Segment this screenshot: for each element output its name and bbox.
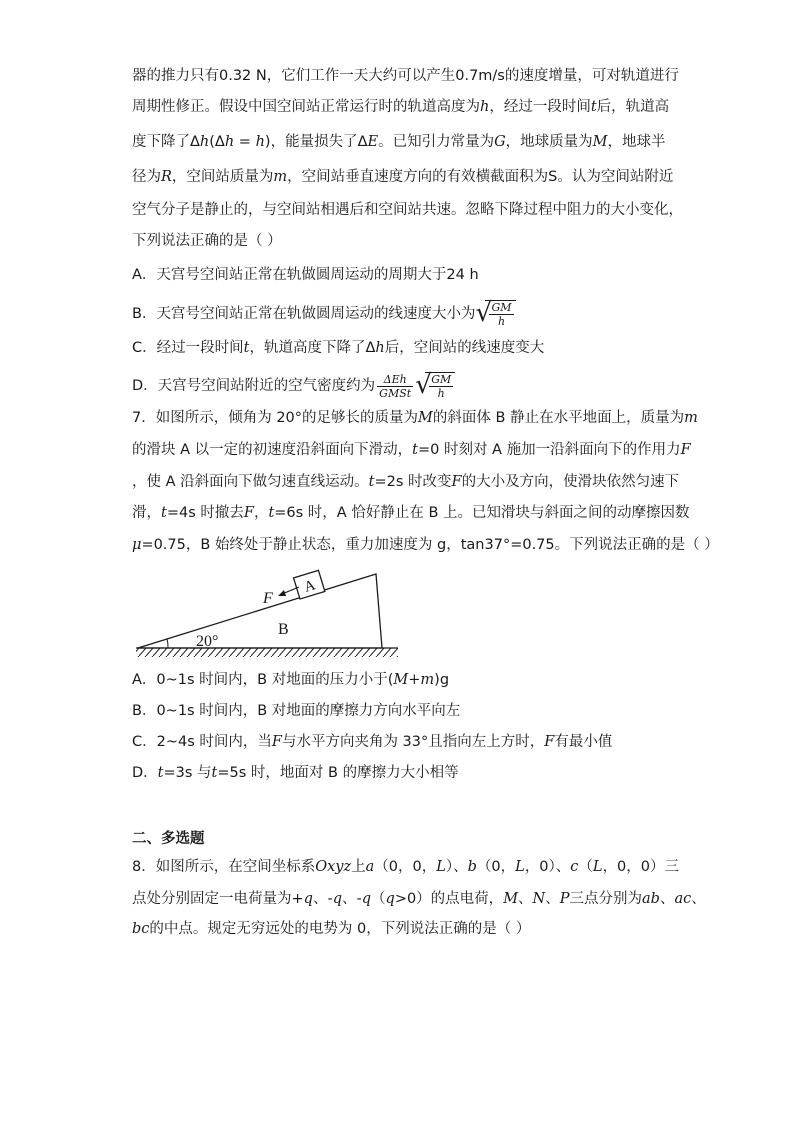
- q8-line-1: 8．如图所示，在空间坐标系Oxyz上a（0，0，L）、b（0，L，0）、c（L，0，0）三: [132, 859, 680, 875]
- q6-line-6: 下列说法正确的是（ ）: [132, 233, 282, 249]
- q6-line-5: 空气分子是静止的，与空间站相遇后和空间站共速。忽略下降过程中阻力的大小变化，: [132, 202, 683, 218]
- q6-line-3: 度下降了Δh(Δh = h)，能量损失了ΔE。已知引力常量为G，地球质量为M，地球半: [132, 134, 666, 150]
- q8-line-3: bc的中点。规定无穷远处的电势为 0，下列说法正确的是（ ）: [132, 921, 531, 937]
- block-a-label: A: [302, 577, 318, 596]
- q6-line-4: 径为R，空间站质量为m，空间站垂直速度方向的有效横截面积为S。认为空间站附近: [132, 169, 674, 185]
- block-b-label: B: [278, 621, 289, 638]
- angle-label: 20°: [196, 633, 219, 650]
- ground-hatch: [136, 648, 398, 657]
- q8-line-2: 点处分别固定一电荷量为+q、-q、-q（q>0）的点电荷，M、N、P三点分别为ab、ac、: [132, 891, 706, 907]
- q6-option-d: D．天宫号空间站附近的空气密度约为 $\frac{\text{ΔEh}}{\text{GMSt}}$ √ $\frac{GM}{h}$: [132, 372, 455, 400]
- q7-option-a: A．0~1s 时间内，B 对地面的压力小于(M+m)g: [132, 672, 450, 688]
- q7-option-b: B．0~1s 时间内，B 对地面的摩擦力方向水平向左: [132, 703, 461, 719]
- force-arrow-head: [278, 590, 286, 596]
- q6-line-2: 周期性修正。假设中国空间站正常运行时的轨道高度为h，经过一段时间t后，轨道高: [132, 99, 670, 115]
- sqrt-gm-over-h: √ $\frac{GM}{h}$: [475, 300, 515, 328]
- slope-block-b: [138, 574, 382, 648]
- q6-option-b: B．天宫号空间站正常在轨做圆周运动的线速度大小为 √ $\frac{GM}{h}$: [132, 300, 516, 328]
- q6-line-1: 器的推力只有0.32 N，它们工作一天大约可以产生0.7m/s的速度增量，可对轨道进行: [132, 68, 679, 84]
- fraction-density: $\frac{\text{ΔEh}}{\text{GMSt}}$: [379, 372, 412, 400]
- incline-figure: [132, 568, 402, 660]
- q7-option-c: C．2~4s 时间内，当F与水平方向夹角为 33°且指向左上方时，F有最小值: [132, 734, 613, 750]
- section-heading-multi-choice: 二、多选题: [132, 831, 205, 847]
- q6-option-c: C．经过一段时间t，轨道高度下降了Δh后，空间站的线速度变大: [132, 340, 545, 356]
- q7-line-3: ，使 A 沿斜面向下做匀速直线运动。t=2s 时改变F的大小及方向，使滑块依然匀速下: [132, 474, 680, 490]
- q6-option-a: A．天宫号空间站正常在轨做圆周运动的周期大于24 h: [132, 267, 479, 283]
- q7-line-4: 滑，t=4s 时撤去F，t=6s 时，A 恰好静止在 B 上。已知滑块与斜面之间的动摩擦因数: [132, 505, 690, 521]
- sqrt-gm-over-h-2: √ $\frac{GM}{h}$: [415, 372, 455, 400]
- q7-option-d: D．t=3s 与t=5s 时，地面对 B 的摩擦力大小相等: [132, 765, 459, 781]
- force-label: F: [263, 590, 273, 607]
- q7-line-1: 7．如图所示，倾角为 20°的足够长的质量为M的斜面体 B 静止在水平地面上，质量为m: [132, 410, 698, 426]
- q7-line-5: μ=0.75，B 始终处于静止状态，重力加速度为 g，tan37°=0.75。下列说法正确的是（ ）: [132, 537, 719, 553]
- angle-arc: [167, 639, 168, 648]
- q7-line-2: 的滑块 A 以一定的初速度沿斜面向下滑动，t=0 时刻对 A 施加一沿斜面向下的作用力F: [132, 442, 691, 458]
